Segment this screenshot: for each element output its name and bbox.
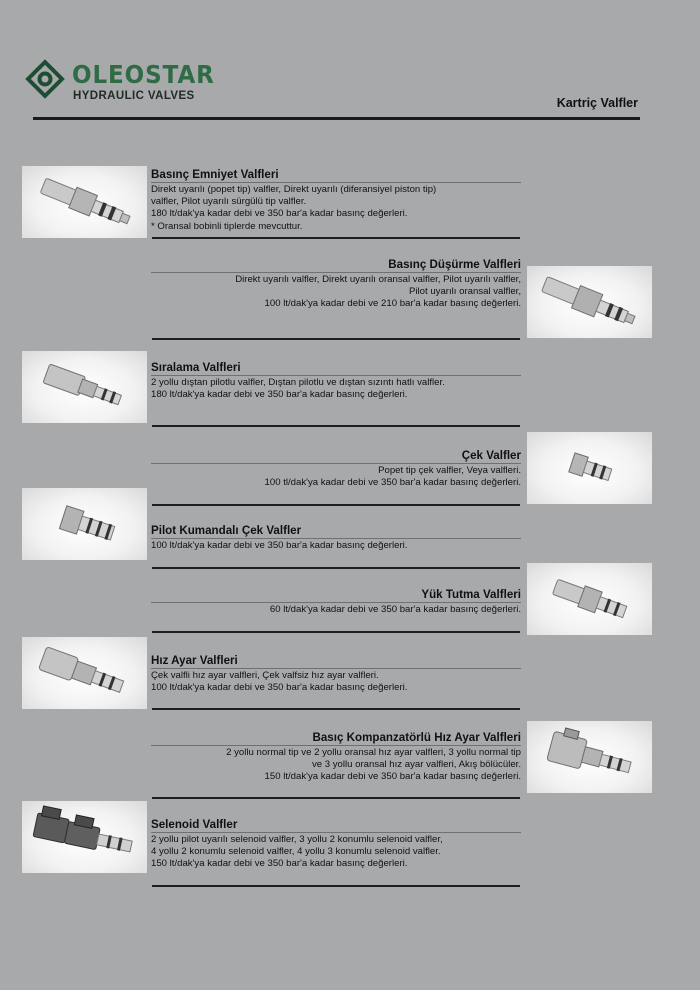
check-valve-icon <box>527 432 652 504</box>
product-pressure-reducing <box>151 258 521 311</box>
product-title: Selenoid Valfler <box>151 818 521 833</box>
product-title: Basınç Emniyet Valfleri <box>151 168 521 183</box>
section-divider <box>152 338 520 340</box>
cartridge-valve-icon <box>22 166 147 238</box>
product-desc-line: Pilot uyarılı oransal valfler, <box>409 286 521 298</box>
product-photo-pressure-relief <box>22 166 147 238</box>
product-photo-pressure-reducing <box>527 266 652 338</box>
oleostar-logo-icon <box>24 58 66 100</box>
product-desc-line: 100 lt/dak'ya kadar debi ve 350 bar'a kadar basınç değerleri. <box>151 682 408 694</box>
product-title: Basınç Düşürme Valfleri <box>151 258 521 273</box>
solenoid-valve-icon <box>22 801 147 873</box>
product-desc-line: Direkt uyarılı valfler, Direkt uyarılı oransal valfler, Pilot uyarılı valfler, <box>235 274 521 285</box>
section-divider <box>152 504 520 506</box>
product-photo-sequence <box>22 351 147 423</box>
product-desc-line: 4 yollu 2 konumlu selenoid valfler, 4 yollu 3 konumlu selenoid valfler. <box>151 846 441 858</box>
product-desc-line: Direkt uyarılı (popet tip) valfler, Direkt uyarılı (diferansiyel piston tip) <box>151 184 437 195</box>
product-photo-load-holding <box>527 563 652 635</box>
product-photo-check <box>527 432 652 504</box>
section-divider <box>152 885 520 887</box>
check-valve-icon <box>22 488 147 560</box>
brand-subtitle: HYDRAULIC VALVES <box>73 90 195 102</box>
section-divider <box>152 631 520 633</box>
product-title: Basıç Kompanzatörlü Hız Ayar Valfleri <box>151 731 521 746</box>
product-sequence <box>151 361 521 401</box>
product-desc-line: 150 lt/dak'ya kadar debi ve 350 bar'a kadar basınç değerleri. <box>264 771 521 783</box>
section-divider <box>152 237 520 239</box>
product-desc-line: 2 yollu pilot uyarılı selenoid valfler, 3 yollu 2 konumlu selenoid valfler, <box>151 834 443 845</box>
product-desc-line: 100 tl/dak'ya kadar debi ve 350 bar'a kadar basınç değerleri. <box>264 477 521 489</box>
product-photo-flow-control <box>22 637 147 709</box>
product-desc-line: ve 3 yollu oransal hız ayar valfleri, Akış bölücüler. <box>311 759 521 771</box>
product-photo-pilot-check <box>22 488 147 560</box>
product-desc-line: valfler, Pilot uyarılı sürgülü tip valfler. <box>151 196 307 208</box>
brand-name: OLEOSTAR <box>72 60 215 89</box>
product-photo-solenoid <box>22 801 147 873</box>
product-desc-line: 150 lt/dak'ya kadar debi ve 350 bar'a kadar basınç değerleri. <box>151 858 408 870</box>
product-desc-line: Popet tip çek valfler, Veya valfleri. <box>378 465 521 476</box>
product-title: Hız Ayar Valfleri <box>151 654 521 669</box>
cartridge-valve-icon <box>527 563 652 635</box>
product-desc-line: 60 lt/dak'ya kadar debi ve 350 bar'a kadar basınç değerleri. <box>269 604 521 615</box>
product-desc-line: 180 lt/dak'ya kadar debi ve 350 bar'a kadar basınç değerleri. <box>151 208 408 220</box>
flow-control-valve-icon <box>527 721 652 793</box>
product-desc-line: 180 lt/dak'ya kadar debi ve 350 bar'a kadar basınç değerleri. <box>151 389 408 401</box>
section-divider <box>152 797 520 799</box>
product-load-holding <box>151 588 521 616</box>
product-pressure-relief <box>151 168 521 233</box>
product-solenoid <box>151 818 521 871</box>
product-pilot-check <box>151 524 521 552</box>
product-desc-line: Çek valfli hız ayar valfleri, Çek valfsiz hız ayar valfleri. <box>151 670 379 681</box>
product-desc-line: 100 lt/dak'ya kadar debi ve 210 bar'a kadar basınç değerleri. <box>264 298 521 310</box>
cartridge-valve-icon <box>22 351 147 423</box>
product-title: Yük Tutma Valfleri <box>151 588 521 603</box>
brand-logo <box>24 58 244 108</box>
product-desc-line: * Oransal bobinli tiplerde mevcuttur. <box>151 220 303 232</box>
product-check <box>151 449 521 489</box>
product-title: Pilot Kumandalı Çek Valfler <box>151 524 521 539</box>
section-divider <box>152 425 520 427</box>
page-title: Kartriç Valfler <box>556 96 638 110</box>
product-desc-line: 100 lt/dak'ya kadar debi ve 350 bar'a kadar basınç değerleri. <box>151 540 408 551</box>
product-desc-line: 2 yollu dıştan pilotlu valfler, Dıştan pilotlu ve dıştan sızıntı hatlı valfler. <box>151 377 445 388</box>
product-compensated-flow-control <box>151 731 521 784</box>
section-divider <box>152 708 520 710</box>
product-title: Çek Valfler <box>151 449 521 464</box>
product-desc-line: 2 yollu normal tip ve 2 yollu oransal hız ayar valfleri, 3 yollu normal tip <box>226 747 521 758</box>
cartridge-valve-icon <box>527 266 652 338</box>
cartridge-valve-icon <box>22 637 147 709</box>
section-divider <box>152 567 520 569</box>
product-photo-compensated-flow-control <box>527 721 652 793</box>
product-title: Sıralama Valfleri <box>151 361 521 376</box>
header-divider <box>33 117 640 120</box>
product-flow-control <box>151 654 521 694</box>
